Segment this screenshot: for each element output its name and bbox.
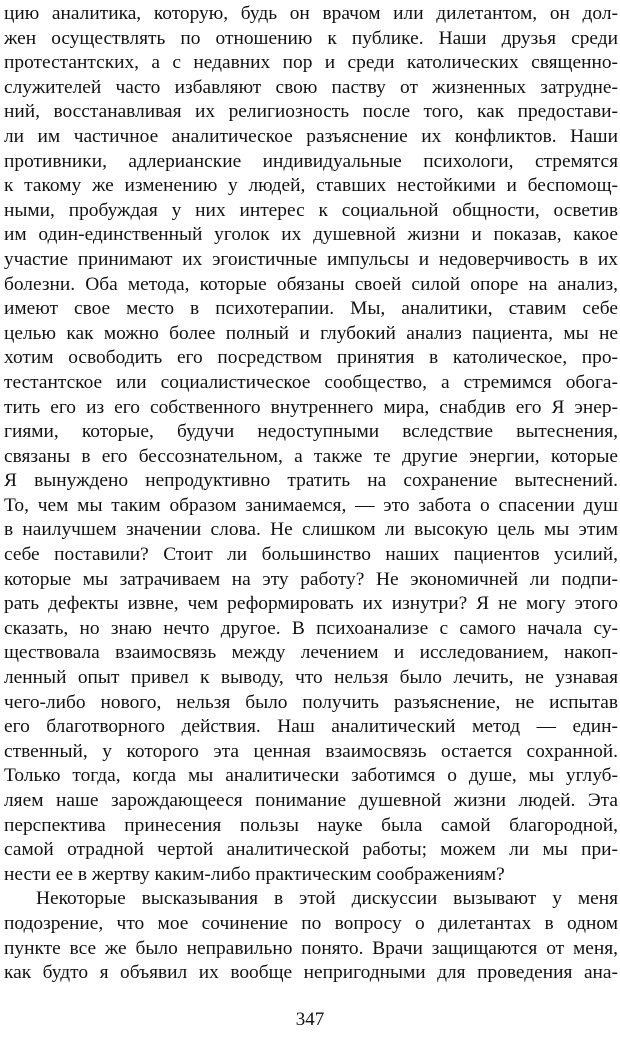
paragraph-start-line: Некоторые высказывания в этой дискуссии вызывают у меня xyxy=(36,888,618,910)
text-line: тестантское или социалистическое сообщество, а стремимся обога- xyxy=(4,371,618,393)
text-line: тить его из его собственного внутреннего мира, снабдив его Я энер- xyxy=(4,396,618,418)
text-line: перспектива принесения пользы науке была самой благородной, xyxy=(4,814,618,836)
text-line: себе поставили? Стоит ли большинство наших пациентов усилий, xyxy=(4,544,618,566)
text-line: цию аналитика, которую, будь он врачом или дилетантом, он дол- xyxy=(4,3,618,24)
text-line: подозрение, что мое сочинение по вопросу о дилетантах в одном xyxy=(4,912,618,934)
text-line: ственный, у которого эта ценная взаимосвязь остается сохранной. xyxy=(4,740,618,762)
text-line: ленный опыт привел к выводу, что нельзя было лечить, не узнавая xyxy=(4,667,618,689)
text-line: противники, адлерианские индивидуальные психологи, стремятся xyxy=(4,150,618,172)
text-line: хотим освободить его посредством принятия в католическое, про- xyxy=(4,347,618,369)
text-line: протестантских, а с недавних пор и среди католических священно- xyxy=(4,52,618,74)
text-line: его благотворного действия. Наш аналитический метод — един- xyxy=(4,716,618,738)
text-line: которые мы затрачиваем на эту работу? Не экономичней ли подпи- xyxy=(4,568,618,590)
text-line: То, чем мы таким образом занимаемся, — это забота о спасении душ xyxy=(4,494,618,516)
text-line: гиями, которые, будучи недоступными вследствие вытеснения, xyxy=(4,421,618,443)
text-line: участие принимают их эгоистичные импульсы и недоверчивость в их xyxy=(4,248,618,270)
text-line: целью как можно более полный и глубокий анализ пациента, мы не xyxy=(4,322,618,344)
text-line: ществовала взаимосвязь между лечением и исследованием, накоп- xyxy=(4,642,618,664)
text-line: чего-либо нового, нельзя было получить разъяснение, не испытав xyxy=(4,691,618,713)
body-text xyxy=(4,2,618,986)
text-line: к такому же изменению у людей, ставших нестойкими и беспомощ- xyxy=(4,175,618,197)
paragraph-end-line: нести ее в жертву каким-либо практическим соображениям? xyxy=(4,863,505,885)
text-line: ными, пробуждая у них интерес к социальной общности, осветив xyxy=(4,199,618,221)
page-number: 347 xyxy=(295,1009,325,1030)
text-line: пункте все же было неправильно понято. Врачи защищаются от меня, xyxy=(4,937,618,959)
text-line: Только тогда, когда мы аналитически заботимся о душе, мы углуб- xyxy=(4,765,618,787)
text-line: ний, восстанавливая их религиозность после того, как предостави- xyxy=(4,101,618,123)
text-line: связаны в его бессознательном, а также те другие энергии, которые xyxy=(4,445,618,467)
text-line: жен осуществлять по отношению к публике. Наши друзья среди xyxy=(4,27,618,49)
text-line: Я вынуждено непродуктивно тратить на сохранение вытеснений. xyxy=(4,470,618,492)
text-line: служителей часто избавляют свою паству от жизненных затрудне- xyxy=(4,76,618,98)
text-line: ли им частичное аналитическое разъяснение их конфликтов. Наши xyxy=(4,125,618,147)
text-line: рать дефекты извне, чем реформировать их изнутри? Я не могу этого xyxy=(4,593,618,615)
text-line: болезни. Оба метода, которые обязаны своей силой опоре на анализ, xyxy=(4,273,618,295)
text-line: сказать, но знаю нечто другое. В психоанализе с самого начала су- xyxy=(4,617,618,639)
text-line: как будто я объявил их вообще непригодными для проведения ана- xyxy=(4,962,618,984)
text-line: самой отрадной чертой аналитической работы; можем ли мы при- xyxy=(4,839,618,861)
text-line: ляем наше зарождающееся понимание душевной жизни людей. Эта xyxy=(4,790,618,811)
text-line: в наилучшем значении слова. Не слишком ли высокую цель мы этим xyxy=(4,519,618,541)
text-line: имеют свое место в психотерапии. Мы, аналитики, ставим себе xyxy=(4,298,618,320)
text-line: им один-единственный уголок их душевной жизни и показав, какое xyxy=(4,224,618,246)
